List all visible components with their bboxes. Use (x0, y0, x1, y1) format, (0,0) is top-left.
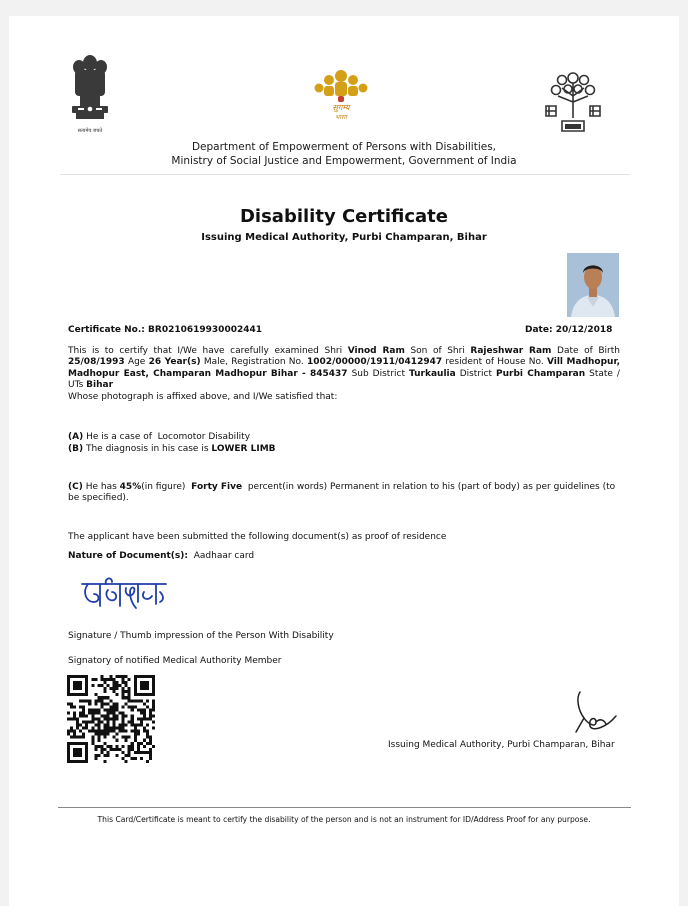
applicant-photo (567, 253, 619, 317)
body-text: resident of House No. (445, 357, 544, 368)
body-text: District (459, 368, 493, 379)
applicant-signature (78, 572, 173, 620)
disability-percent: 45% (119, 482, 142, 492)
body-text: Sub District (351, 368, 405, 379)
body-text: Son of Shri (410, 346, 465, 356)
applicant-signature-label: Signature / Thumb impression of the Person With Disability (68, 631, 334, 641)
bihar-state-emblem (540, 66, 606, 140)
subdistrict-value: Turkaulia (408, 368, 456, 379)
signatory-label: Signatory of notified Medical Authority Member (68, 656, 282, 666)
body-text: Date of Birth (557, 346, 620, 356)
clause-a-label: (A) (68, 432, 84, 442)
department-name: Department of Empowerment of Persons with Disabilities, (191, 141, 497, 153)
father-name: Rajeshwar Ram (470, 346, 552, 356)
residence-proof-statement: The applicant have been submitted the following document(s) as proof of residence (68, 532, 447, 542)
address-value: Vill Madhopur, Madhopur East, Champaran Madhopur Bihar - 845437 (68, 357, 620, 379)
qr-code (67, 675, 155, 763)
authority-label: Issuing Medical Authority, Purbi Champaran, Bihar (388, 740, 615, 750)
svg-text:भारत: भारत (335, 114, 347, 121)
certificate-date (525, 325, 612, 335)
footer-divider (58, 807, 631, 808)
certificate-title: Disability Certificate (239, 206, 448, 227)
document-nature-value: Aadhaar card (193, 551, 255, 561)
certificate-date-label: Date: (525, 325, 553, 335)
certificate-date-value: 20/12/2018 (555, 325, 613, 335)
body-text: Male, Registration No. (203, 357, 304, 368)
document-nature (68, 551, 254, 562)
clause-a-text: He is a case of (86, 432, 152, 442)
accessible-india-logo (305, 66, 377, 124)
body-text: Whose photograph is affixed above, and I/We satisfied that: (68, 391, 338, 402)
district-value: Purbi Champaran (496, 368, 586, 379)
clause-c-text: He has (85, 482, 117, 492)
clause-a (68, 432, 250, 443)
certificate-subtitle: Issuing Medical Authority, Purbi Champaran, Bihar (201, 232, 487, 243)
body-text: State / UTs (68, 368, 620, 391)
disability-type: Locomotor Disability (157, 432, 251, 442)
registration-number: 1002/00000/1911/0412947 (307, 357, 443, 368)
certification-paragraph (68, 346, 620, 403)
clause-c-text: percent(in words) Permanent in relation to his (part of body) as per guidelines (to be specified). (68, 482, 616, 504)
authority-signature (566, 688, 622, 736)
svg-text:सुगम्य: सुगम्य (332, 103, 350, 112)
diagnosis-value: LOWER LIMB (211, 444, 276, 454)
clause-b-text: The diagnosis in his case is (85, 444, 209, 454)
age-value: 26 Year(s) (148, 357, 201, 368)
document-nature-label: Nature of Document(s): (68, 551, 188, 561)
disability-percent-words: Forty Five (191, 482, 243, 492)
clause-b (68, 444, 276, 455)
header-divider (60, 174, 630, 175)
ministry-name: Ministry of Social Justice and Empowerment, Government of India (171, 155, 517, 167)
national-emblem-icon (62, 52, 118, 136)
clause-c-label: (C) (68, 482, 83, 492)
certificate-number (68, 325, 262, 335)
state-value: Bihar (86, 380, 114, 391)
clause-b-label: (B) (68, 444, 84, 454)
applicant-name: Vinod Ram (347, 346, 405, 356)
clause-c (68, 482, 620, 505)
date-of-birth: 25/08/1993 (68, 357, 125, 368)
body-text: Age (127, 357, 146, 368)
body-text: This is to certify that I/We have carefully examined Shri (68, 346, 343, 356)
clause-c-text: (in figure) (141, 482, 186, 492)
certificate-number-label: Certificate No.: (68, 325, 145, 335)
footer-disclaimer: This Card/Certificate is meant to certify the disability of the person and is not an instrument for ID/Address Proof for any purpose. (97, 815, 591, 824)
emblem-motto: सत्यमेव जयते (77, 128, 103, 134)
certificate-number-value: BR0210619930002441 (148, 325, 263, 335)
